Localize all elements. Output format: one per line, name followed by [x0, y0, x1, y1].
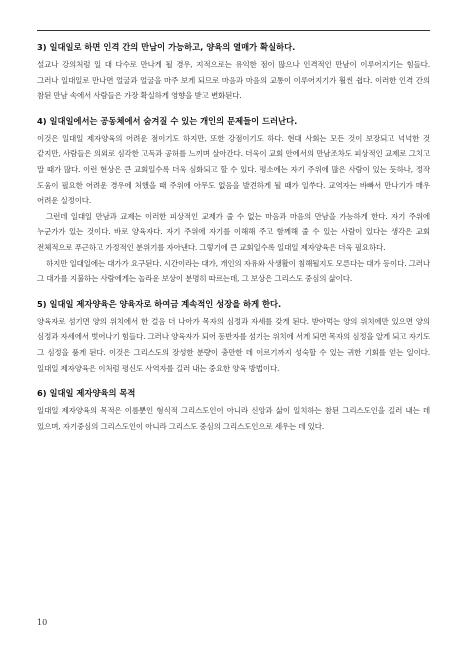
paragraph: 일대일 제자양육의 목적은 이름뿐인 형식적 그리스도인이 아니라 신앙과 삶이 일치하는 참된 그리스도인을 길러 내는 데 있으며, 자기중심의 그리스도인이 아니라 그리스도 중심의 그리스도인으로 세우는 데 있다. — [37, 406, 430, 431]
paragraph: 그런데 일대일 만남과 교제는 이러한 피상적인 교제가 줄 수 없는 마음과 마음의 만남을 가능하게 한다. 자기 주위에 누군가가 있는 것이다. 바로 양육자다. 자기 주위에 자기를 이해해 주고 함께해 줄 수 있는 사람이 있다는 생각은 교회 전체적으로 푸근하고 가정적인 분위기를 자아낸다. 그렇기에 큰 교회일수록 일대일 제자양육은 더욱 필요하다. — [37, 211, 430, 252]
section-heading: 3) 일대일로 하면 인격 간의 만남이 가능하고, 양육의 열매가 확실하다. — [37, 42, 296, 52]
section-4 — [37, 115, 430, 287]
page-number: 10 — [37, 618, 48, 627]
paragraph: 이것은 일대일 제자양육의 어려운 점이기도 하지만, 또한 강점이기도 하다. 현대 사회는 모든 것이 보장되고 넉넉한 것 같지만, 사람들은 의외로 심각한 고독과 공허를 느끼며 살아간다. 더욱이 교회 안에서의 만남조차도 피상적인 교제로 그치고 말 때가 많다. 이런 현상은 큰 교회일수록 더욱 심화되고 할 수 있다. 평소에는 자기 주위에 많은 사람이 있는 듯하나, 정작 도움이 필요한 어려운 경우에 처했을 때 주위에 아무도 없음을 발견하게 될 때가 일쑤다. 교역자는 바빠서 만나기가 매우 어려운 실정이다. — [37, 133, 430, 206]
paragraph: 하지만 일대일에는 대가가 요구된다. 시간이라는 대가, 개인의 자유와 사생활이 침해될지도 모른다는 대가 등이다. 그러나 그 대가를 지불하는 사람에게는 놀라운 보상이 분명히 따르는데, 그 보상은 그리스도 중심의 삶이다. — [37, 258, 430, 284]
section-6 — [37, 387, 430, 434]
section-5 — [37, 298, 430, 376]
section-heading: 4) 일대일에서는 공동체에서 숨겨질 수 있는 개인의 문제들이 드러난다. — [37, 115, 298, 126]
section-3 — [37, 41, 430, 104]
top-rule — [37, 30, 430, 31]
paragraph: 양육자로 섬기면 양의 위치에서 한 걸음 더 나아가 목자의 심정과 자세를 갖게 된다. 받아먹는 양의 위치에만 있으면 양의 심정과 자세에서 벗어나기 힘들다. 그러나 양육자가 되어 동반자를 섬기는 위치에 서게 되면 목자의 심정을 알게 되고 자기도 그 심정을 품게 된다. 이것은 그리스도의 장성한 분량이 충만한 데 이르기까지 성숙할 수 있는 귀한 기회를 얻는 일이다. 일대일 제자양육은 이처럼 평신도 사역자를 길러 내는 중요한 양육 방법이다. — [37, 316, 430, 373]
section-heading: 5) 일대일 제자양육은 양육자로 하여금 계속적인 성장을 하게 한다. — [37, 298, 282, 309]
paragraph: 설교나 강의처럼 일 대 다수로 만나게 될 경우, 지적으로는 유익한 점이 많으나 인격적인 만남이 이루어지기는 힘들다. 그러나 일대일로 만나면 얼굴과 얼굴을 마주 보게 되므로 마음과 마음의 교통이 이루어지기가 훨씬 쉽다. 이러한 인격 간의 참된 만남 속에서 사람들은 가장 확실하게 영향을 받고 변화된다. — [37, 60, 430, 101]
section-heading: 6) 일대일 제자양육의 목적 — [37, 388, 136, 399]
